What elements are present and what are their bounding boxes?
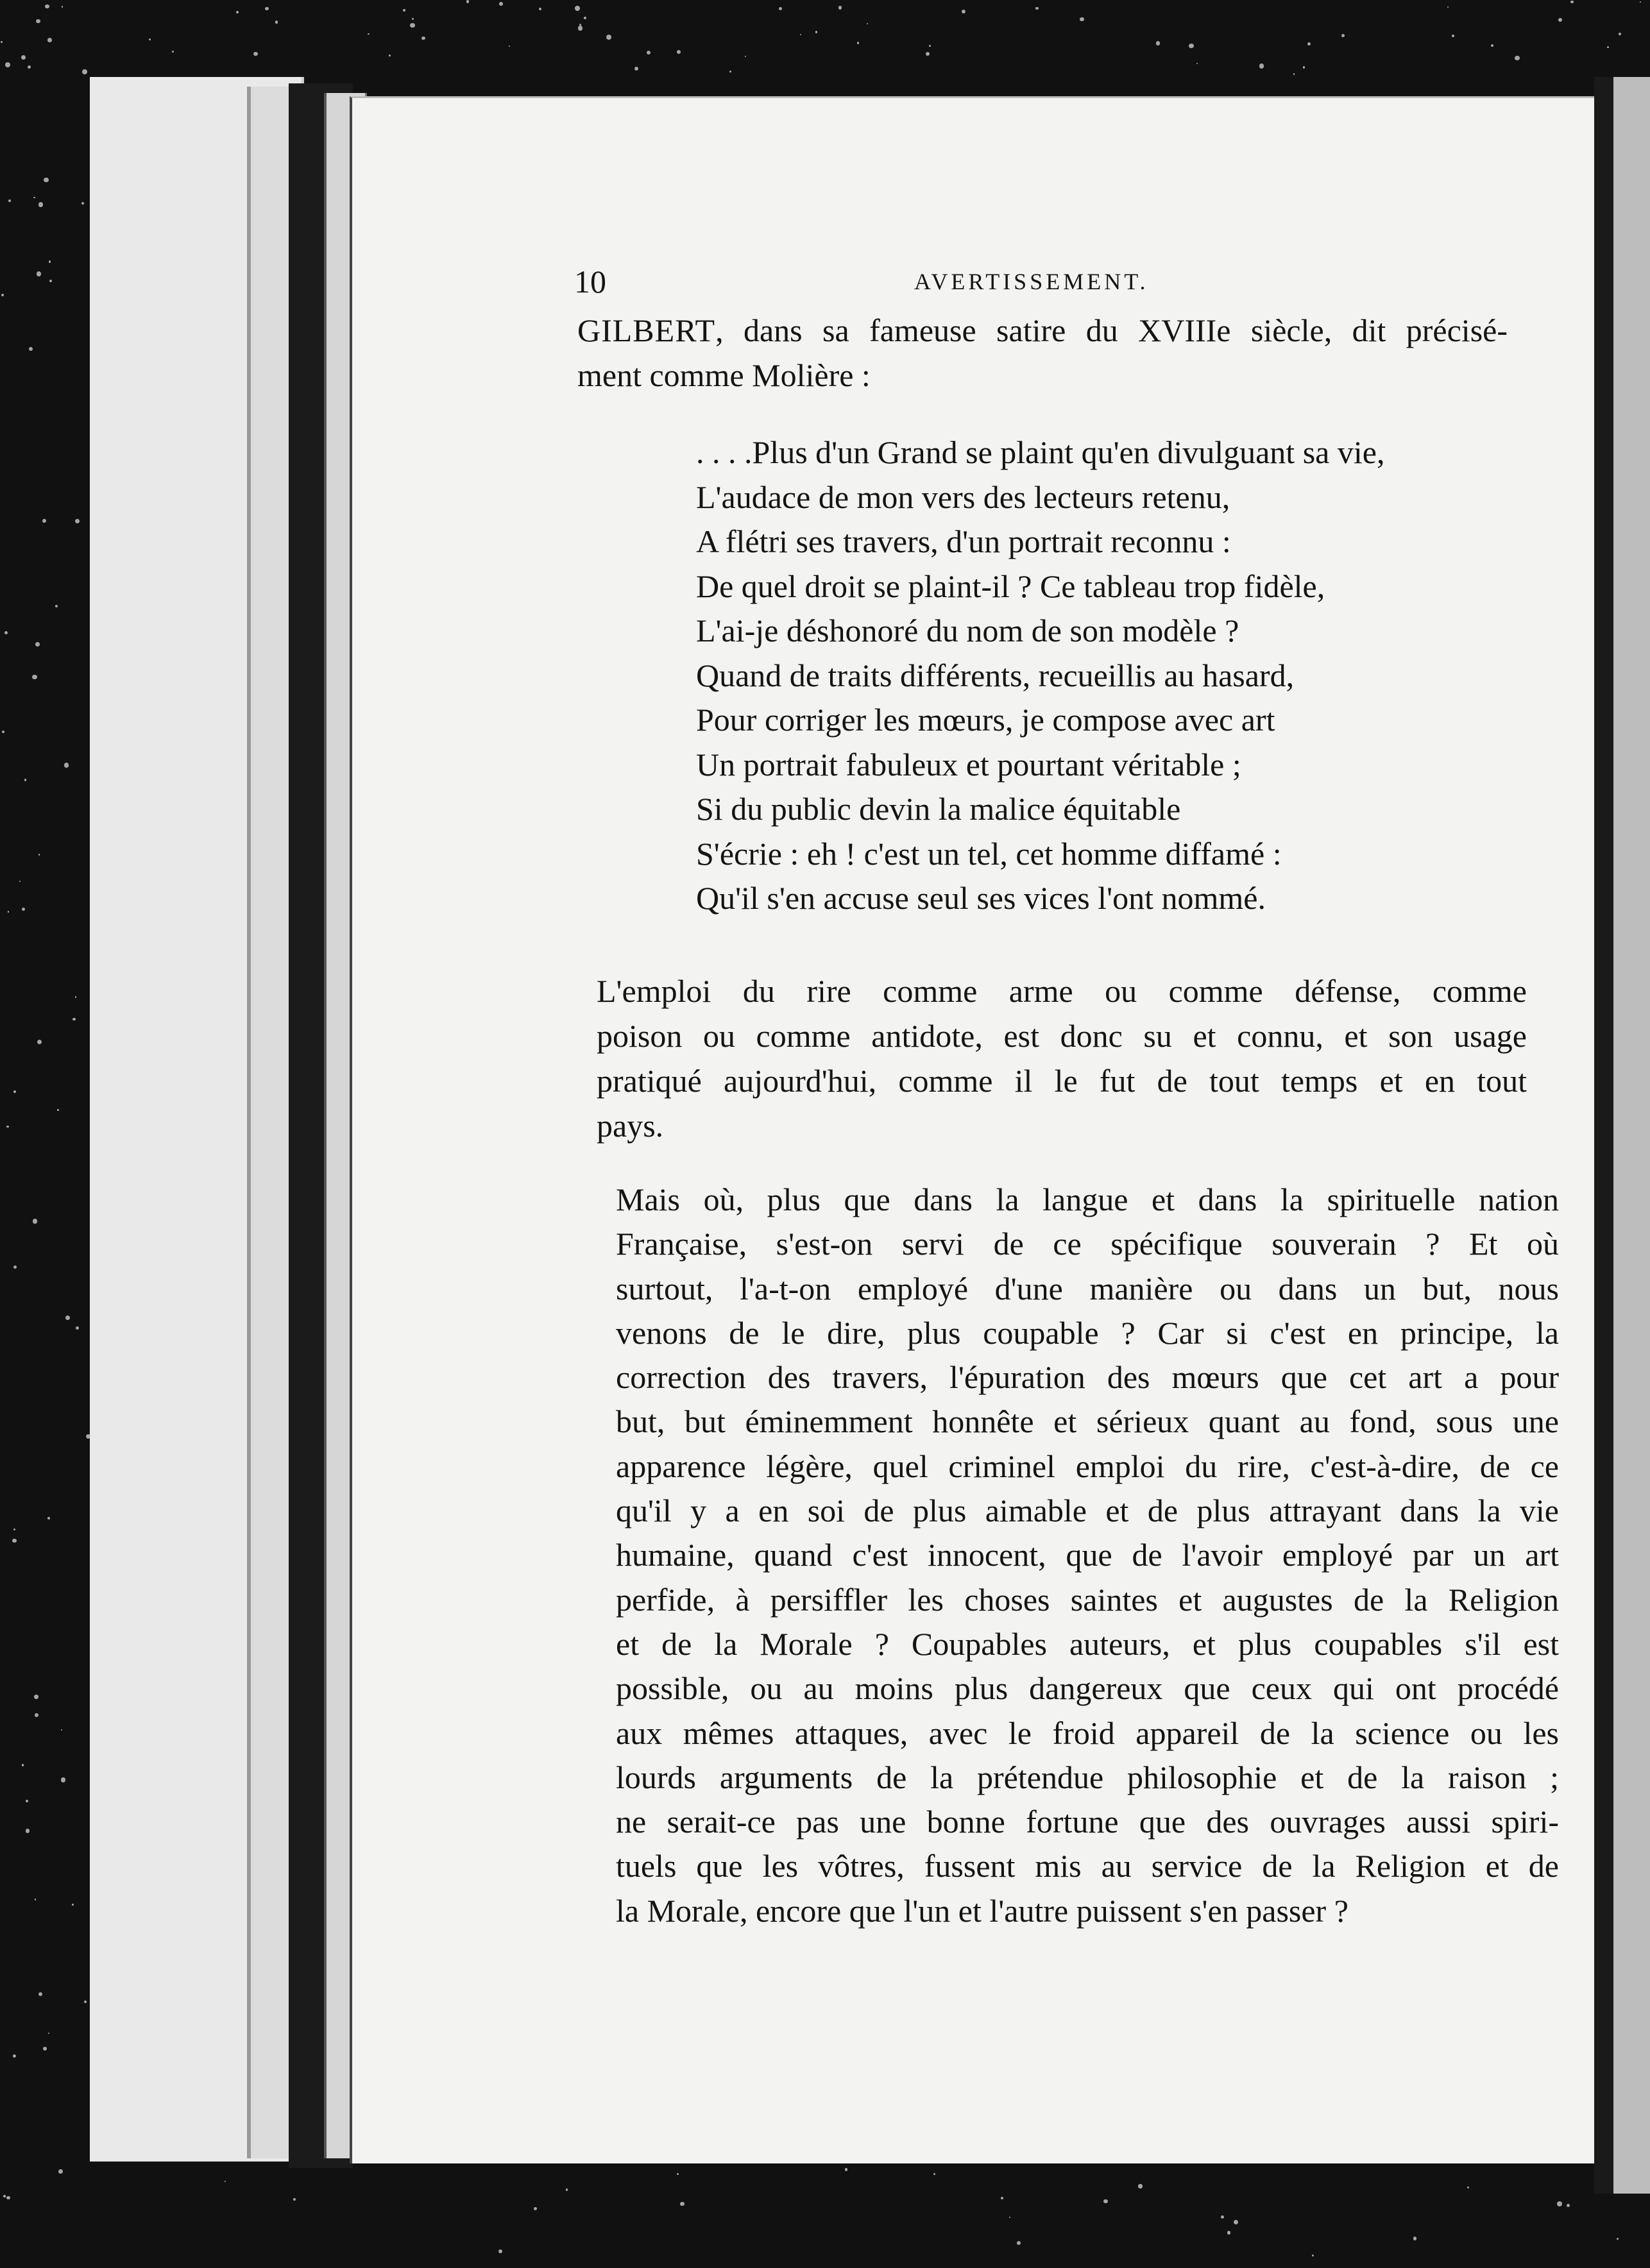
paragraph3-line: but, but éminemment honnête et sérieux quant au fond, sous une [616,1403,1559,1440]
paragraph2-line: pratiqué aujourd'hui, comme il le fut de tout temps et en tout [597,1063,1527,1099]
paragraph3-line: possible, ou au moins plus dangereux que ceux qui ont procédé [616,1670,1559,1707]
paragraph3-line: humaine, quand c'est innocent, que de l'avoir employé par un art [616,1537,1559,1573]
verse-line: Qu'il s'en accuse seul ses vices l'ont nommé. [696,880,1266,916]
paragraph3-line: Française, s'est-on servi de ce spécifique souverain ? Et où [616,1226,1559,1262]
verse-line: Pour corriger les mœurs, je compose avec art [696,702,1275,738]
verse-line: A flétri ses travers, d'un portrait reconnu : [696,523,1231,559]
intro-line [577,353,1508,398]
paragraph2-line: L'emploi du rire comme arme ou comme défense, comme [597,973,1527,1009]
paragraph3-line: et de la Morale ? Coupables auteurs, et plus coupables s'il est [616,1625,1559,1662]
intro-line [577,308,1508,353]
verse-line: Si du public devin la malice équitable [696,791,1181,827]
paragraph3-line: tuels que les vôtres, fussent mis au service de la Religion et de [616,1848,1559,1884]
author-name: GILBERT [577,312,716,348]
paragraph2-line: poison ou comme antidote, est donc su et connu, et son usage [597,1018,1527,1054]
paragraph3-line: Mais où, plus que dans la langue et dans la spirituelle nation [616,1181,1559,1217]
paragraph3-line: surtout, l'a-t-on employé d'une manière ou dans un but, nous [616,1270,1559,1307]
intro-line-text: , dans sa fameuse satire du XVIIIe siècle, dit précisé- [715,312,1508,348]
paragraph3-line: venons de le dire, plus coupable ? Car si c'est en principe, la [616,1314,1559,1351]
paragraph3-line: qu'il y a en soi de plus aimable et de plus attrayant dans la vie [616,1493,1559,1529]
paragraph3-line: la Morale, encore que l'un et l'autre puissent s'en passer ? [616,1892,1348,1929]
right-edge-shadow [1594,77,1613,2194]
paragraph3-line: apparence légère, quel criminel emploi du rire, c'est-à-dire, de ce [616,1448,1559,1484]
verse-line: L'audace de mon vers des lecteurs retenu, [696,478,1230,515]
paragraph3-line: ne serait-ce pas une bonne fortune que des ouvrages aussi spiri- [616,1804,1559,1840]
paragraph3-line: aux mêmes attaques, avec le froid appareil de la science ou les [616,1714,1559,1751]
paragraph2-line: pays. [597,1108,664,1144]
intro-paragraph [577,308,1508,398]
verse-quotation [696,430,1511,920]
paragraph-rire [597,969,1527,1148]
right-page-edge [1613,77,1650,2194]
paragraph3-line: correction des travers, l'épuration des mœurs que cet art a pour [616,1359,1559,1396]
intro-line-text: ment comme Molière : [577,357,871,393]
page-number: 10 [574,264,606,300]
verse-line: L'ai-je déshonoré du nom de son modèle ? [696,613,1239,648]
verse-line: De quel droit se plaint-il ? Ce tableau trop fidèle, [696,568,1325,604]
page-header [574,263,1536,308]
verse-line: Quand de traits différents, recueillis au hasard, [696,657,1295,693]
paragraph-mais-ou [616,1177,1559,1933]
paragraph3-line: perfide, à persiffler les choses saintes et augustes de la Religion [616,1581,1559,1618]
paragraph3-line: lourds arguments de la prétendue philosophie et de la raison ; [616,1759,1559,1795]
verse-line: Un portrait fabuleux et pourtant véritable ; [696,746,1241,783]
verse-line: S'écrie : eh ! c'est un tel, cet homme diffamé : [696,835,1282,872]
verse-line: . . . .Plus d'un Grand se plaint qu'en divulguant sa vie, [696,434,1385,470]
running-title: AVERTISSEMENT. [914,269,1149,294]
